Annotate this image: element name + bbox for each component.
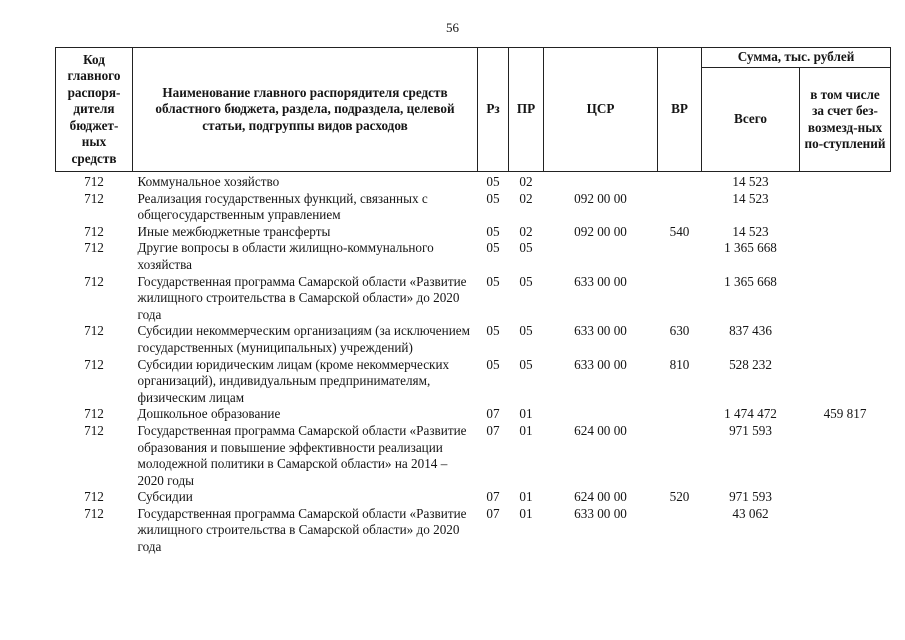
cell-rz: 05 xyxy=(486,356,500,372)
cell-rz: 05 xyxy=(486,273,500,289)
table-row xyxy=(56,489,891,506)
cell-pr: 01 xyxy=(519,422,533,438)
cell-rz: 05 xyxy=(486,174,500,189)
cell-code: 712 xyxy=(84,174,104,189)
cell-code: 712 xyxy=(84,489,104,505)
cell-code: 712 xyxy=(84,406,104,422)
cell-grant xyxy=(800,274,891,324)
table-row xyxy=(56,406,891,423)
cell-total: 971 593 xyxy=(729,422,772,438)
header-rz: Рз xyxy=(478,48,509,172)
cell-name: Иные межбюджетные трансферты xyxy=(137,223,331,239)
cell-total: 971 593 xyxy=(729,489,772,505)
table-body xyxy=(56,172,891,556)
cell-grant xyxy=(800,224,891,241)
cell-name: Государственная программа Самарской области «Развитие жилищного строительства в Самарской области» до 2020 года xyxy=(137,505,467,555)
cell-total: 528 232 xyxy=(729,356,772,372)
cell-grant: 459 817 xyxy=(823,406,867,422)
cell-csr xyxy=(544,240,658,273)
cell-total: 1 365 668 xyxy=(724,273,777,289)
cell-vr xyxy=(658,240,702,273)
cell-pr: 02 xyxy=(519,190,533,206)
cell-vr: 540 xyxy=(669,223,690,239)
cell-code: 712 xyxy=(84,223,104,239)
cell-total: 14 523 xyxy=(732,190,769,206)
table-row xyxy=(56,240,891,273)
header-code: Код главного распоря-дителя бюджет-ных средств xyxy=(56,48,133,172)
cell-total: 837 436 xyxy=(729,323,772,339)
cell-code: 712 xyxy=(84,190,104,206)
table-header xyxy=(56,48,891,172)
cell-name: Государственная программа Самарской области «Развитие образования и повышение эффективности реализации молодежной политики в Самарской области» на 2014 – 2020 годы xyxy=(137,422,467,488)
cell-vr: 520 xyxy=(669,489,690,505)
cell-vr: 630 xyxy=(669,323,690,339)
cell-grant xyxy=(800,323,891,356)
cell-code: 712 xyxy=(84,240,104,256)
header-sum-group: Сумма, тыс. рублей xyxy=(702,48,891,68)
cell-vr xyxy=(658,274,702,324)
cell-rz: 05 xyxy=(486,190,500,206)
table-row xyxy=(56,323,891,356)
cell-csr: 624 00 00 xyxy=(574,489,627,505)
cell-pr: 05 xyxy=(519,273,533,289)
cell-pr: 01 xyxy=(519,489,533,505)
cell-grant xyxy=(800,191,891,224)
page-number: 56 xyxy=(446,20,459,35)
cell-vr xyxy=(658,423,702,489)
cell-code: 712 xyxy=(84,505,104,521)
cell-total: 43 062 xyxy=(732,505,769,521)
cell-name: Коммунальное хозяйство xyxy=(137,174,280,189)
cell-csr: 633 00 00 xyxy=(574,323,627,339)
cell-grant xyxy=(800,357,891,407)
cell-name: Государственная программа Самарской области «Развитие жилищного строительства в Самарской области» до 2020 года xyxy=(137,273,467,322)
cell-pr: 05 xyxy=(519,356,533,372)
cell-rz: 05 xyxy=(486,323,500,339)
cell-csr xyxy=(544,406,658,423)
cell-rz: 07 xyxy=(486,505,500,521)
cell-csr: 624 00 00 xyxy=(574,422,627,438)
cell-pr: 02 xyxy=(519,223,533,239)
cell-grant xyxy=(800,489,891,506)
cell-code: 712 xyxy=(84,356,104,372)
cell-pr: 05 xyxy=(519,323,533,339)
cell-grant xyxy=(800,506,891,556)
cell-vr xyxy=(658,172,702,191)
cell-name: Субсидии некоммерческим организациям (за исключением государственных (муниципальных) учреждений) xyxy=(137,323,470,355)
cell-csr: 633 00 00 xyxy=(574,505,627,521)
cell-csr xyxy=(544,172,658,191)
cell-name: Субсидии xyxy=(137,489,193,505)
budget-table xyxy=(55,47,891,556)
table-row xyxy=(56,357,891,407)
cell-rz: 07 xyxy=(486,406,500,422)
header-name: Наименование главного распорядителя средств областного бюджета, раздела, подраздела, целевой статьи, подгруппы видов расходов xyxy=(133,48,478,172)
table-row xyxy=(56,172,891,191)
cell-rz: 05 xyxy=(486,223,500,239)
cell-code: 712 xyxy=(84,273,104,289)
cell-pr: 02 xyxy=(519,174,533,189)
table-row xyxy=(56,274,891,324)
header-vr: ВР xyxy=(658,48,702,172)
cell-total: 14 523 xyxy=(732,223,769,239)
header-grant: в том числе за счет без-возмезд-ных по-ступлений xyxy=(800,68,891,172)
table-row xyxy=(56,423,891,489)
cell-vr xyxy=(658,406,702,423)
cell-total: 14 523 xyxy=(732,174,769,189)
cell-name: Дошкольное образование xyxy=(137,406,281,422)
cell-name: Другие вопросы в области жилищно-коммунального хозяйства xyxy=(137,240,434,272)
table-row xyxy=(56,224,891,241)
header-total: Всего xyxy=(702,68,800,172)
cell-grant xyxy=(800,172,891,191)
cell-code: 712 xyxy=(84,323,104,339)
cell-total: 1 365 668 xyxy=(724,240,777,256)
cell-code: 712 xyxy=(84,422,104,438)
table-row xyxy=(56,191,891,224)
cell-vr xyxy=(658,191,702,224)
header-pr: ПР xyxy=(509,48,544,172)
cell-csr: 092 00 00 xyxy=(574,223,627,239)
header-csr: ЦСР xyxy=(544,48,658,172)
cell-pr: 05 xyxy=(519,240,533,256)
cell-rz: 07 xyxy=(486,422,500,438)
cell-name: Реализация государственных функций, связанных с общегосударственным управлением xyxy=(137,190,428,223)
cell-vr: 810 xyxy=(669,356,690,372)
cell-pr: 01 xyxy=(519,406,533,422)
cell-rz: 07 xyxy=(486,489,500,505)
cell-csr: 633 00 00 xyxy=(574,356,627,372)
cell-name: Субсидии юридическим лицам (кроме некоммерческих организаций), индивидуальным предпринимателям, физическим лицам xyxy=(137,356,450,405)
cell-grant xyxy=(800,423,891,489)
cell-grant xyxy=(800,240,891,273)
cell-pr: 01 xyxy=(519,505,533,521)
cell-csr: 633 00 00 xyxy=(574,273,627,289)
cell-rz: 05 xyxy=(486,240,500,256)
cell-total: 1 474 472 xyxy=(724,406,777,422)
cell-csr: 092 00 00 xyxy=(574,190,627,206)
table-row xyxy=(56,506,891,556)
cell-vr xyxy=(658,506,702,556)
